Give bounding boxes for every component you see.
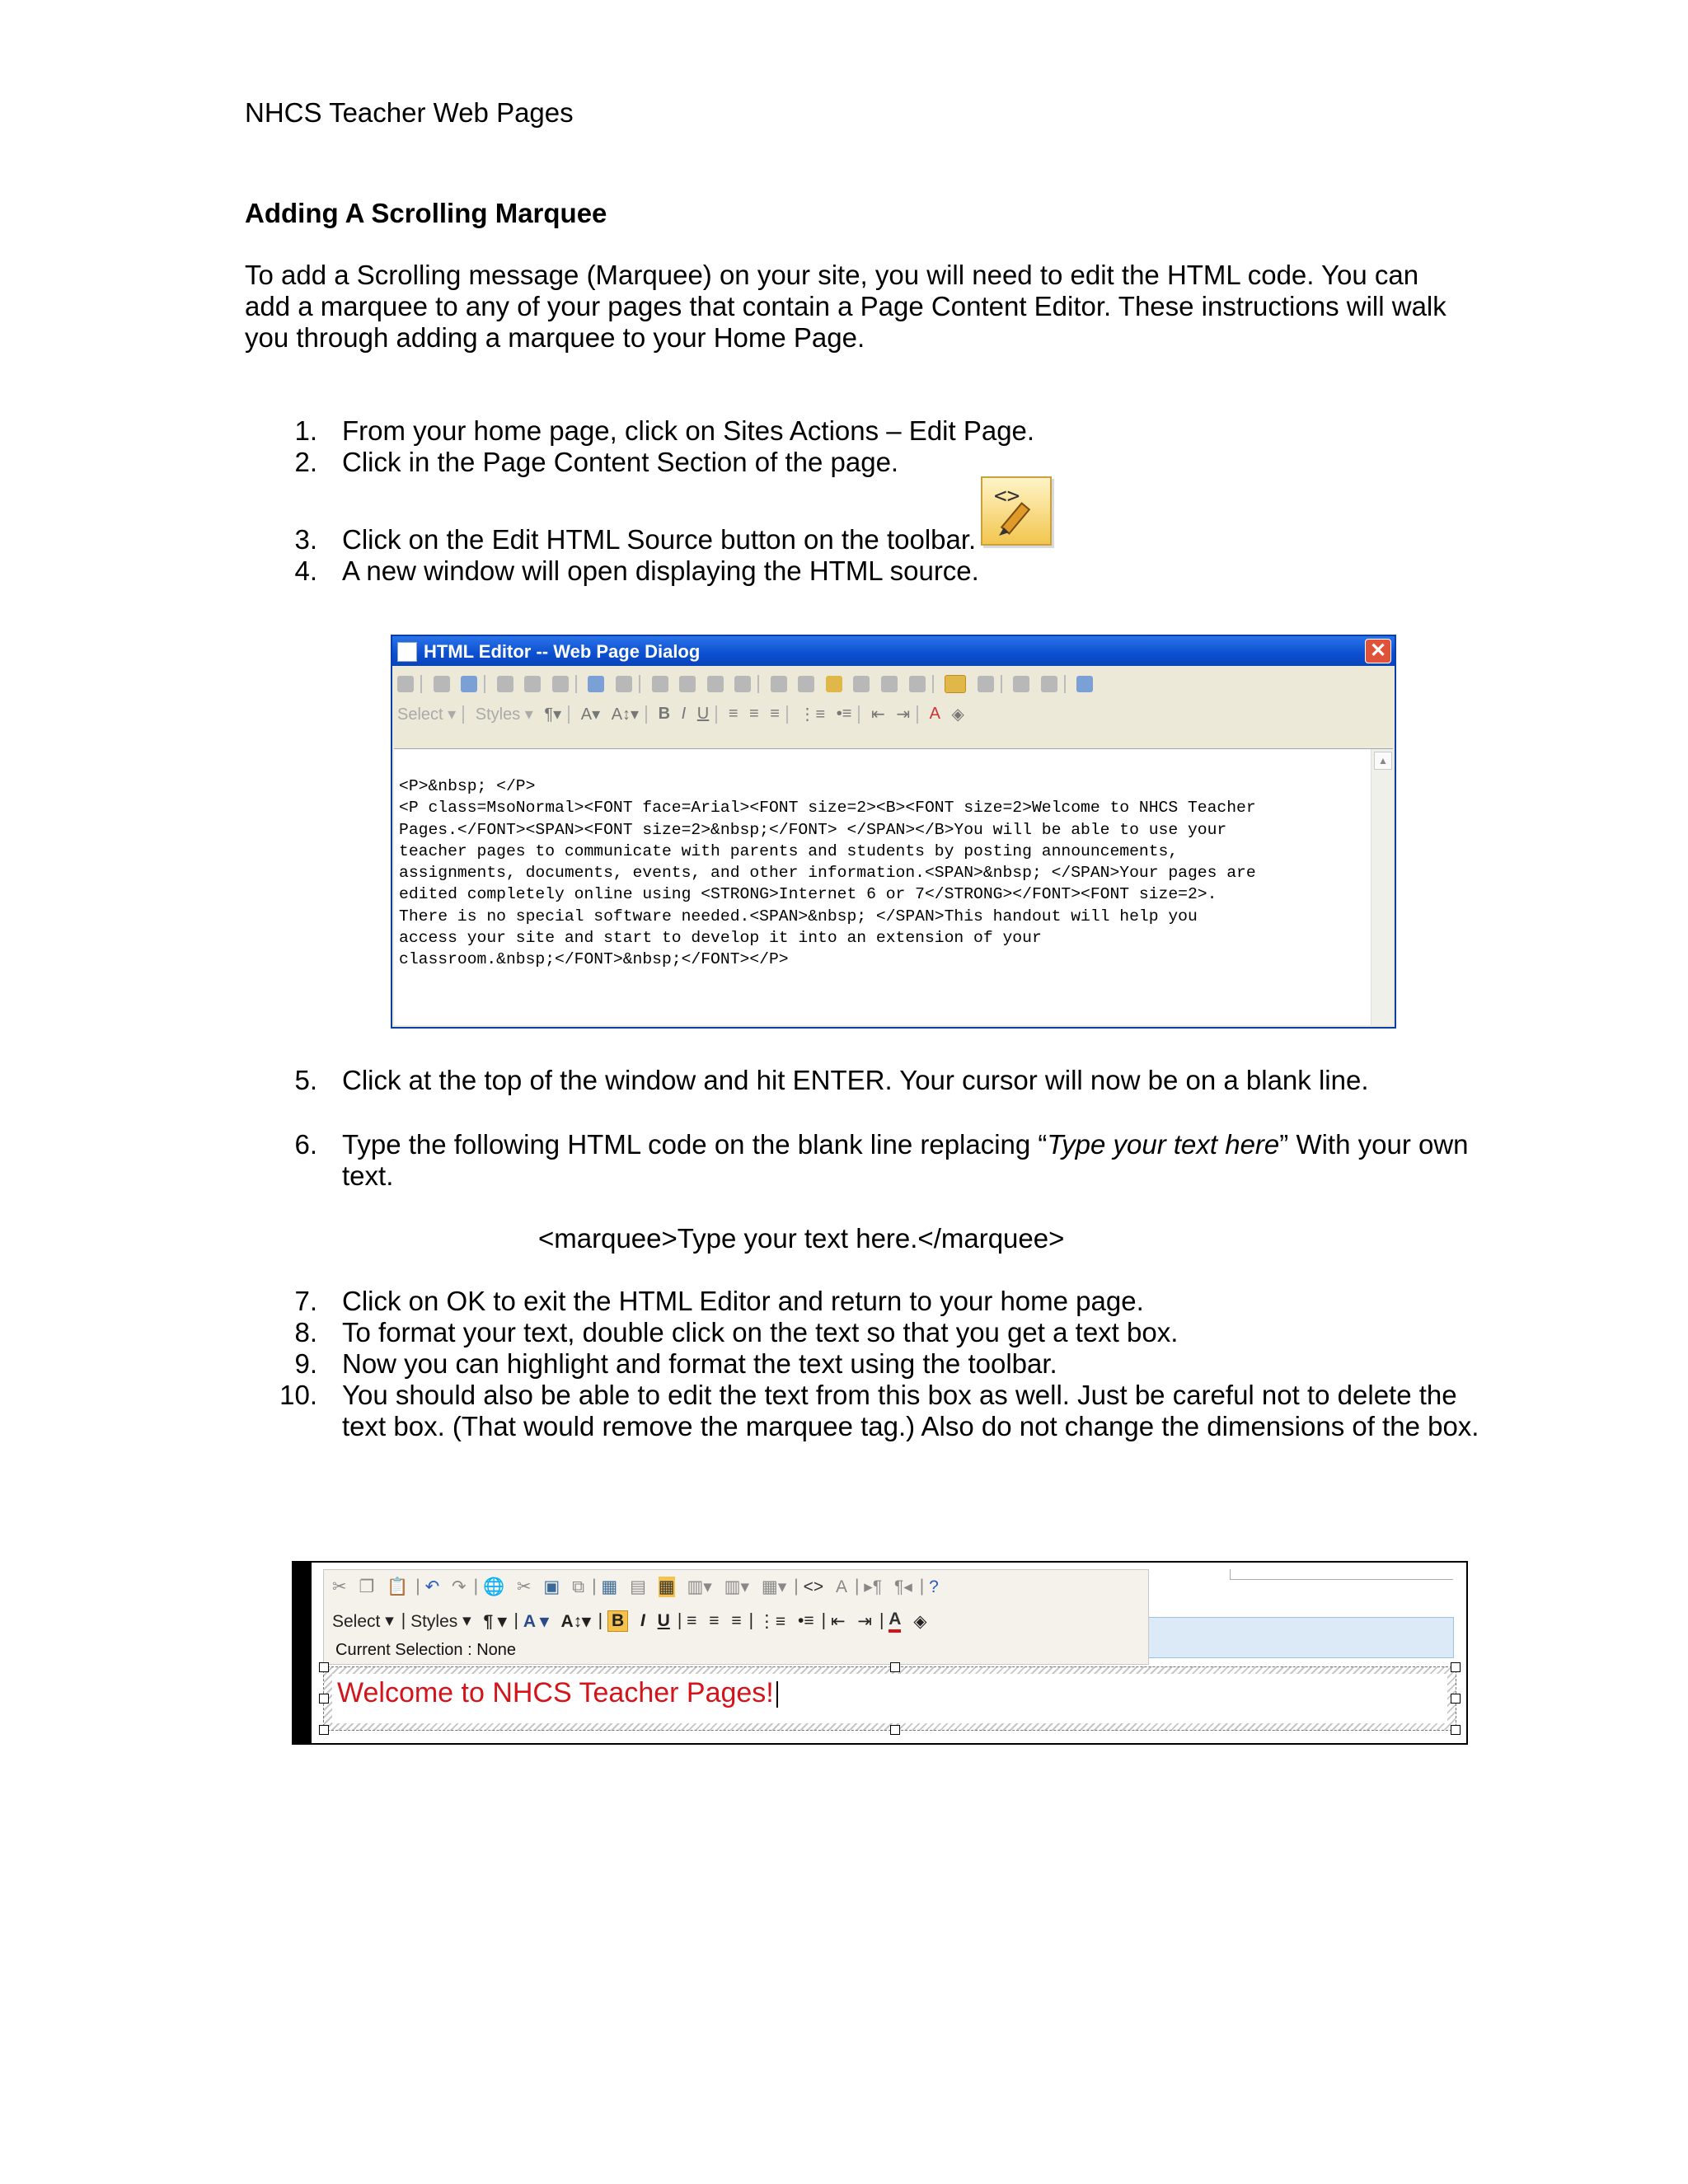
align-center-icon[interactable]: ≡ (749, 705, 759, 724)
welcome-marquee-text[interactable]: Welcome to NHCS Teacher Pages! (337, 1677, 778, 1709)
svg-text:<>: <> (994, 484, 1020, 509)
insert-table-icon[interactable] (771, 676, 787, 692)
font-size-icon[interactable]: A↕▾ (560, 1611, 591, 1631)
align-center-icon[interactable]: ≡ (709, 1611, 720, 1630)
insert-column-icon[interactable]: ▥▾ (724, 1577, 750, 1596)
source-scrollbar[interactable] (1371, 749, 1393, 1025)
dialog-toolbar-row-1 (397, 674, 1100, 702)
redo-icon[interactable]: ↷ (452, 1577, 467, 1596)
html-source-textarea[interactable] (394, 748, 1393, 1025)
editor-highlight-bar (1147, 1617, 1454, 1658)
merge-cells-icon[interactable] (909, 676, 926, 692)
intro-paragraph: To add a Scrolling message (Marquee) on your site, you will need to edit the HTML code. You can add a marquee to any of your pages that contain a Page Content Editor. These instructions will walk you through adding a marquee to your Home Page. (245, 260, 1447, 353)
spell-check-icon[interactable] (434, 676, 450, 692)
copy-icon[interactable] (524, 676, 541, 692)
resize-handle-top-right[interactable] (1451, 1662, 1461, 1672)
bold-icon[interactable]: B (658, 705, 671, 724)
copy-icon[interactable]: ❐ (359, 1577, 375, 1596)
insert-reusable-content-icon[interactable] (734, 676, 751, 692)
insert-row-icon[interactable] (853, 676, 870, 692)
placeholder-emphasis: Type your text here (1047, 1129, 1280, 1160)
table-properties-icon[interactable] (798, 676, 814, 692)
find-icon[interactable] (461, 676, 477, 692)
editor-toolbar-row-1: ✂ ❐ 📋 | ↶ ↷ | 🌐 ✂ ▣ ⧉ | ▦ ▤ ▦ ▥▾ ▥▾ ▦▾ | <> A | ▸¶ ¶◂ | ? (332, 1577, 939, 1596)
edit-html-source-button-icon[interactable] (945, 675, 966, 693)
paragraph-icon[interactable]: ¶ ▾ (483, 1611, 507, 1631)
font-name-icon[interactable]: A▾ (580, 705, 601, 724)
save-icon[interactable] (397, 676, 414, 692)
background-color-icon[interactable]: ◈ (913, 1611, 927, 1631)
marquee-text-box[interactable] (323, 1666, 1456, 1731)
html-editor-dialog (391, 635, 1396, 1029)
marquee-code-line: <marquee>Type your text here.</marquee> (538, 1223, 1065, 1254)
paragraph-icon[interactable]: ¶▾ (544, 705, 562, 724)
editor-toolbar-row-2: Select ▾ | Styles ▾ ¶ ▾ | A ▾ A↕▾ | B I U | ≡ ≡ ≡ | ⋮≡ •≡ | ⇤ ⇥ | A ◈ (332, 1610, 934, 1633)
merge-cells-icon[interactable]: ▦▾ (761, 1577, 787, 1596)
numbered-list-icon[interactable]: ⋮≡ (799, 705, 826, 724)
dialog-title: HTML Editor -- Web Page Dialog (424, 641, 701, 662)
undo-icon[interactable]: ↶ (424, 1577, 440, 1596)
dialog-title-bar (392, 636, 1395, 666)
select-dropdown[interactable]: Select ▾ (332, 1611, 394, 1631)
italic-icon[interactable]: I (681, 705, 687, 724)
numbered-list-icon[interactable]: ⋮≡ (757, 1611, 786, 1631)
right-to-left-icon[interactable]: ¶◂ (893, 1577, 912, 1596)
insert-column-icon[interactable] (881, 676, 898, 692)
resize-handle-top-left[interactable] (319, 1662, 329, 1672)
clear-format-icon[interactable] (978, 676, 994, 692)
bulleted-list-icon[interactable]: •≡ (798, 1611, 814, 1630)
remove-hyperlink-icon[interactable]: ✂ (516, 1577, 532, 1596)
underline-icon[interactable]: U (696, 705, 710, 724)
align-right-icon[interactable]: ≡ (731, 1611, 742, 1630)
insert-image-icon[interactable]: ▣ (543, 1577, 560, 1596)
align-left-icon[interactable]: ≡ (687, 1611, 697, 1630)
edit-html-source-icon (981, 476, 1052, 546)
dialog-close-button[interactable]: ✕ (1365, 639, 1391, 663)
font-size-icon[interactable]: A↕▾ (611, 705, 640, 724)
decrease-indent-icon[interactable]: ⇤ (830, 1611, 846, 1631)
resize-handle-bottom-left[interactable] (319, 1725, 329, 1735)
left-to-right-icon[interactable] (1013, 676, 1029, 692)
increase-indent-icon[interactable]: ⇥ (857, 1611, 872, 1631)
resize-handle-bottom[interactable] (890, 1725, 900, 1735)
left-dark-bar (293, 1563, 312, 1743)
select-dropdown[interactable]: Select ▾ (397, 705, 457, 724)
styles-dropdown[interactable]: Styles ▾ (475, 705, 533, 724)
dialog-toolbar-row-2 (397, 704, 971, 732)
cut-icon[interactable] (497, 676, 513, 692)
insert-image-icon[interactable] (707, 676, 724, 692)
clear-format-icon[interactable]: A (835, 1577, 847, 1596)
text-cursor (776, 1681, 778, 1708)
align-right-icon[interactable]: ≡ (770, 705, 780, 724)
scroll-up-icon[interactable]: ▲ (1374, 752, 1392, 770)
undo-icon[interactable] (588, 676, 604, 692)
resize-handle-right[interactable] (1451, 1694, 1461, 1704)
resize-handle-top[interactable] (890, 1662, 900, 1672)
table-properties-icon[interactable]: ▤ (630, 1577, 646, 1596)
text-color-icon[interactable]: A (929, 705, 940, 724)
page-title: Adding A Scrolling Marquee (245, 198, 607, 228)
zone-border-line (1230, 1569, 1453, 1580)
current-selection-label: Current Selection : None (335, 1641, 517, 1659)
paste-icon[interactable]: 📋 (387, 1577, 409, 1596)
page-content-editor-screenshot (292, 1561, 1468, 1745)
html-source-text: <P>&nbsp; </P> <P class=MsoNormal><FONT face=Arial><FONT size=2><B><FONT size=2>Welcome to NHCS Teacher Pages.</FONT><SPAN><FONT size=2>&nbsp;</FONT> </SPAN></B>You will be able to use your teacher pages to communicate with parents and students by posting announcements, assignments, documents, events, and other information.<SPAN>&nbsp; </SPAN>Your pages are edited completely online using <STRONG>Internet 6 or 7</STRONG></FONT><FONT size=2>. There is no special software needed.<SPAN>&nbsp; </SPAN>This handout will help you access your site and start to develop it into an extension of your classroom.&nbsp;</FONT>&nbsp;</FONT></P> (399, 777, 1256, 969)
italic-icon[interactable]: I (640, 1611, 645, 1630)
decrease-indent-icon[interactable]: ⇤ (870, 705, 885, 724)
increase-indent-icon[interactable]: ⇥ (896, 705, 911, 724)
insert-hyperlink-icon[interactable]: 🌐 (482, 1577, 505, 1596)
font-name-icon[interactable]: A ▾ (523, 1611, 549, 1631)
resize-handle-left[interactable] (319, 1694, 329, 1704)
redo-icon[interactable] (616, 676, 632, 692)
remove-hyperlink-icon[interactable] (679, 676, 696, 692)
show-table-gridlines-icon[interactable] (826, 676, 842, 692)
paste-icon[interactable] (552, 676, 569, 692)
cut-icon[interactable]: ✂ (332, 1577, 347, 1596)
insert-row-icon[interactable]: ▥▾ (687, 1577, 712, 1596)
bulleted-list-icon[interactable]: •≡ (836, 705, 852, 724)
insert-reusable-content-icon[interactable]: ⧉ (572, 1577, 585, 1596)
show-table-gridlines-icon[interactable]: ▦ (658, 1577, 675, 1596)
styles-dropdown[interactable]: Styles ▾ (410, 1611, 471, 1631)
help-icon[interactable]: ? (929, 1577, 939, 1596)
dialog-app-icon (397, 642, 417, 662)
page-header: NHCS Teacher Web Pages (245, 97, 574, 128)
help-icon[interactable] (1076, 676, 1093, 692)
pencil-code-icon (982, 478, 1050, 544)
align-left-icon[interactable]: ≡ (728, 705, 738, 724)
right-to-left-icon[interactable] (1041, 676, 1057, 692)
text-color-icon[interactable]: A (889, 1610, 901, 1633)
insert-hyperlink-icon[interactable] (652, 676, 668, 692)
bold-icon[interactable]: B (607, 1610, 628, 1632)
editor-toolbar (323, 1569, 1149, 1665)
resize-handle-bottom-right[interactable] (1451, 1725, 1461, 1735)
insert-table-icon[interactable]: ▦ (601, 1577, 618, 1596)
background-color-icon[interactable]: ◈ (951, 705, 964, 724)
edit-html-source-button-icon[interactable]: <> (803, 1577, 824, 1596)
underline-icon[interactable]: U (657, 1611, 670, 1630)
left-to-right-icon[interactable]: ▸¶ (864, 1577, 883, 1596)
